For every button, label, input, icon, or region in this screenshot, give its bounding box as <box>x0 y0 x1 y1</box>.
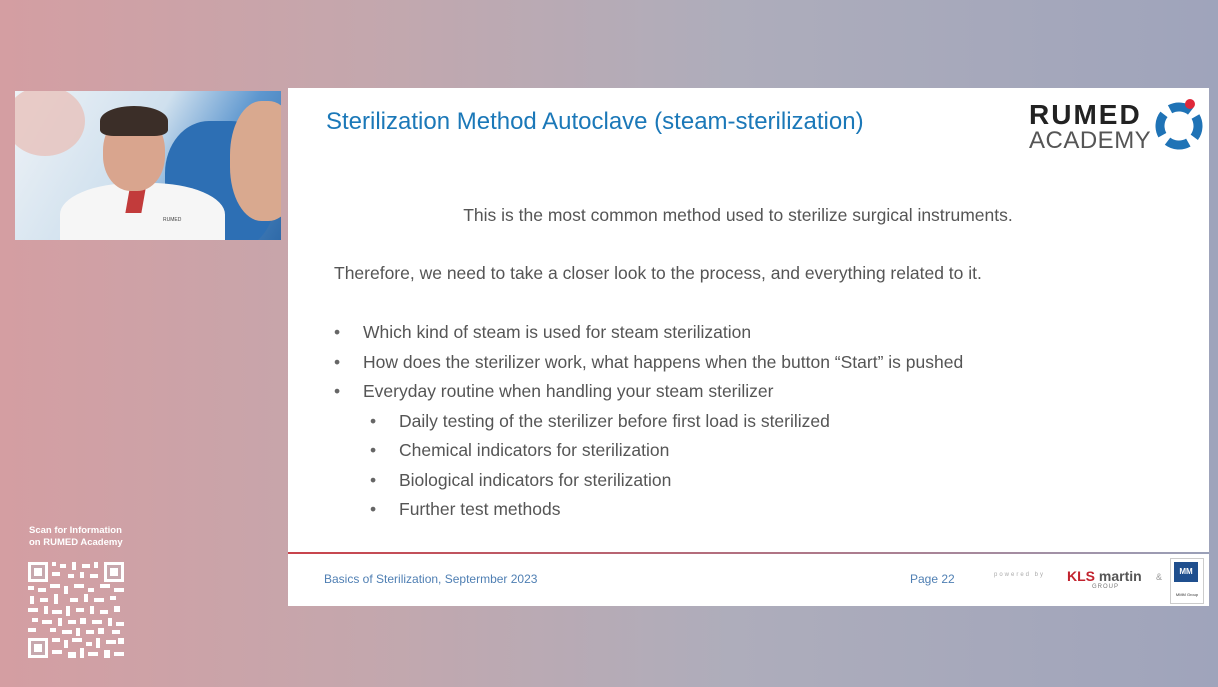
sub-list-item <box>370 498 963 528</box>
sub-list-item <box>370 410 963 440</box>
list-item <box>334 321 963 351</box>
scan-caption-line2: on RUMED Academy <box>29 537 123 548</box>
footer-divider <box>288 552 1209 554</box>
qr-code-icon[interactable] <box>28 562 124 658</box>
kls-group-label: GROUP <box>1092 584 1120 590</box>
footer-course-title: Basics of Sterilization, Septermber 2023 <box>324 572 538 586</box>
bullet-icon: • <box>370 440 377 460</box>
shirt-logo: RUMED <box>163 217 182 223</box>
list-item-text: Which kind of steam is used for steam sterilization <box>363 322 752 342</box>
presentation-slide <box>288 88 1209 606</box>
scan-caption-line1: Scan for Information <box>29 525 122 536</box>
slide-title: Sterilization Method Autoclave (steam-sterilization) <box>326 108 864 135</box>
slide-intro: This is the most common method used to sterilize surgical instruments. <box>463 205 1013 225</box>
martin-text: martin <box>1098 568 1142 584</box>
background-face-shape <box>230 101 281 221</box>
kls-martin-logo <box>1067 568 1142 584</box>
ampersand: & <box>1156 572 1163 582</box>
slide-therefore: Therefore, we need to take a closer look to the process, and everything related to it. <box>334 263 982 283</box>
mm-logo-box: MM <box>1174 562 1198 582</box>
list-item-text: Everyday routine when handling your steam sterilizer <box>363 381 774 401</box>
mmm-group-logo <box>1170 558 1204 604</box>
bullet-icon: • <box>334 322 341 342</box>
scan-caption <box>29 525 123 549</box>
bullet-icon: • <box>370 499 377 519</box>
logo-line1: RUMED <box>1029 99 1142 130</box>
bullet-icon: • <box>370 410 377 431</box>
list-item <box>334 351 963 381</box>
list-item-text: How does the sterilizer work, what happens when the button “Start” is pushed <box>363 351 964 372</box>
kls-text: KLS <box>1067 568 1095 584</box>
bullet-icon: • <box>334 351 341 372</box>
mm-group-text: MMM Group <box>1175 592 1199 597</box>
sub-list-item <box>370 439 963 469</box>
sub-list-item <box>370 469 963 499</box>
logo-line2: ACADEMY <box>1029 127 1152 154</box>
background-shape <box>15 91 85 156</box>
list-item <box>334 380 963 410</box>
page-number: Page 22 <box>910 572 955 586</box>
list-item-text: Further test methods <box>399 499 561 519</box>
bullet-icon: • <box>334 381 341 401</box>
rumed-academy-logo <box>1028 96 1203 156</box>
presenter-hair <box>100 106 168 136</box>
bullet-list <box>334 321 963 528</box>
list-item-text: Daily testing of the sterilizer before first load is sterilized <box>399 410 830 431</box>
presenter-video <box>15 91 281 240</box>
list-item-text: Chemical indicators for sterilization <box>399 440 670 460</box>
bullet-icon: • <box>370 469 377 490</box>
powered-by-label: powered by <box>994 572 1046 578</box>
logo-ring-icon <box>1154 96 1206 152</box>
list-item-text: Biological indicators for sterilization <box>399 469 672 490</box>
